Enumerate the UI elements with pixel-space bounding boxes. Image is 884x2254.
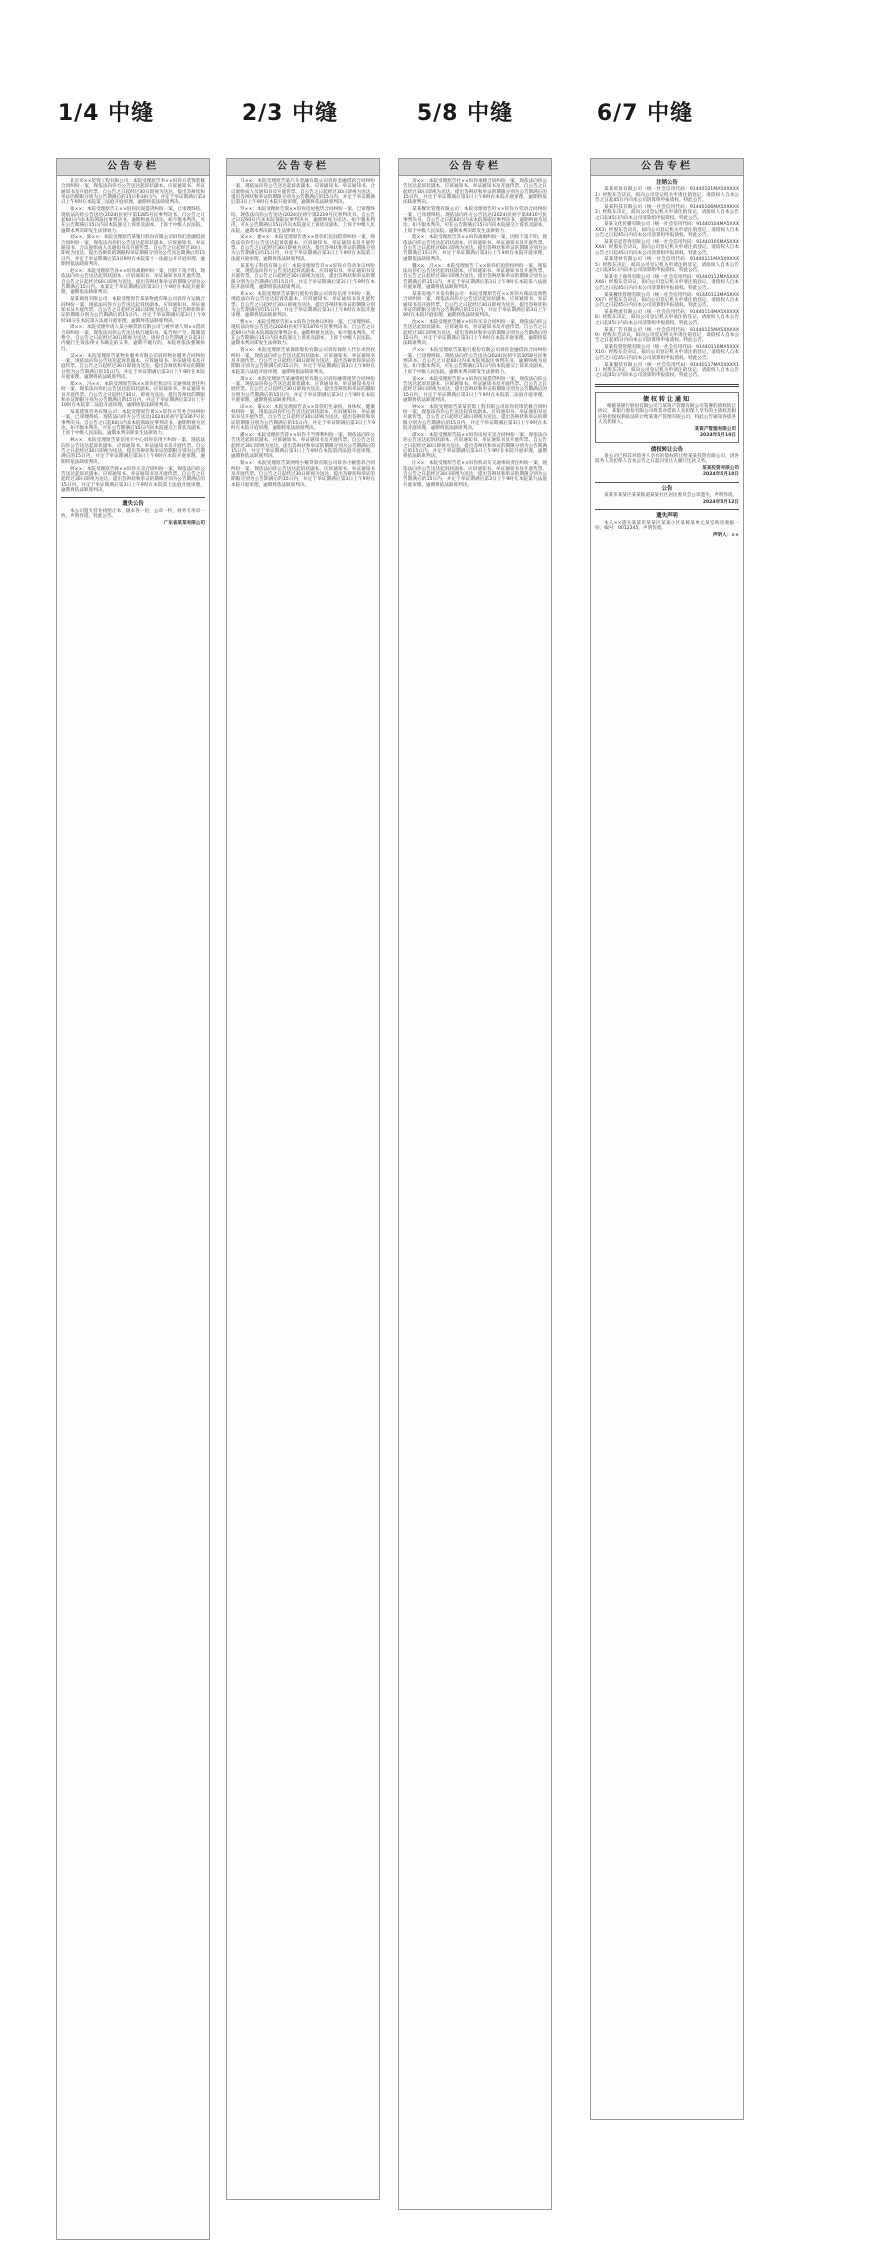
general-notice-date: 2024年5月12日 — [702, 500, 739, 505]
footer-notice-title: 遗失公告 — [122, 501, 144, 508]
notice-column-3 — [398, 158, 552, 2210]
notice-paragraph: 北京市××装饰工程有限公司：本院受理原告李××诉你方装饰装修合同纠纷一案，现依法向你方公告送达起诉状副本、应诉通知书、举证通知书及开庭传票。自公告之日起经过30日即视为送达。提出答辩状和举证的期限分别为公告期满后的15日和30日内，并定于举证期满后第3日上午9时在本院第三法庭开庭审理，逾期将依法缺席判决。 — [61, 179, 205, 206]
divider — [595, 384, 739, 387]
debt-transfer-2-date: 2024年5月10日 — [702, 472, 739, 478]
cancellation-notice: 某某电子商务有限公司（统一社会信用代码：91440112MA5XXXXX6）经股东会决议，拟向公司登记机关申请注销登记，请债权人自本公告之日起45日内向本公司清算组申报债权。特此公告。 — [595, 275, 739, 291]
column-body — [591, 176, 743, 542]
cancellation-notice: 某某餐饮管理有限公司（统一社会信用代码：91440113MA5XXXXX7）经股东会决议，拟向公司登记机关申请注销登记，请债权人自本公告之日起45日内向本公司清算组申报债权。特此公告。 — [595, 292, 739, 309]
column-header: 公告专栏 — [57, 159, 209, 176]
notice-column-2 — [226, 158, 380, 2200]
column-header: 公告专栏 — [227, 159, 379, 176]
notice-paragraph: 郑××、冯××：本院受理原告陈××诉你们机动车交通事故责任纠纷一案，现依法向你们公告送达起诉状副本、应诉通知书、举证通知书及开庭传票。自公告之日起经过30日，即视为送达。提出答辩状的期限和举证期限分别为公告期满后的15日内，并定于举证期满后第3日上午10时在本院第二法庭开庭审理，逾期将依法缺席判决。 — [61, 381, 205, 409]
footer-signature: 广东省某某有限公司 — [163, 520, 205, 526]
column-body — [227, 176, 379, 492]
footer-notice-text: 本公司遗失营业执照正本、副本各一份，公章一枚，财务专用章一枚，声明作废。特此公告。 — [61, 508, 205, 519]
notice-paragraph: 萧××：本院受理原告某融资租赁有限公司诉你融资租赁合同纠纷一案，现依法向你公告送达起诉状副本、应诉通知书、举证通知书及开庭传票。自公告之日起经过30日即视为送达。提出答辩状和举证的期限分别为公告期满后的15日内，并定于举证期满后第3日上午9时在本院开庭审理，逾期将依法缺席判决。 — [231, 376, 375, 403]
cancellation-notice: 某某建材有限公司（统一社会信用代码：91440111MA5XXXXX5）经股东决定，拟向公司登记机关申请注销登记，请债权人自本公告之日起45日内向本公司清算组申报债权。特此公告。 — [595, 257, 739, 274]
section-title-debt-transfer: 债权转让通知 — [642, 395, 691, 403]
notice-column-4 — [590, 158, 744, 2120]
column-body — [399, 176, 551, 492]
notice-paragraph: 某某房地产开发有限公司：本院受理原告任××诉你方商品房预售合同纠纷一案，现依法向你方公告送达起诉状副本、应诉通知书、举证通知书及开庭传票。自公告之日起经过30日即视为送达。提出答辩状和举证的期限分别为公告期满后的15日内，并定于举证期满后第3日上午9时在本院开庭审理，逾期将依法缺席判决。 — [403, 291, 547, 319]
column-title-2: 2/3 中缝 — [241, 101, 339, 126]
divider — [595, 482, 739, 483]
column-title-1: 1/4 中缝 — [57, 101, 155, 126]
cancellation-notice: 某某科技有限公司（统一社会信用代码：91440106MA5XXXXX2）经股东决定，拟向公司登记机关申请注销登记，请债权人自本公告之日起45日内向本公司清算组申报债权。特此公告。 — [595, 204, 739, 221]
notice-paragraph: 曾××：本院受理原告某保险股份有限公司诉你保险人代位求偿权纠纷一案，现依法向你公告送达起诉状副本、应诉通知书、举证通知书及开庭传票。自公告之日起经过30日即视为送达。提出答辩状和举证的期限分别为公告期满后的15日内，并定于举证期满后第3日上午9时在本院第六法庭开庭审理，逾期将依法缺席判决。 — [231, 348, 375, 375]
notice-paragraph: 卢××：本院受理原告某银行股份有限公司诉你金融借款合同纠纷一案，已审理终结。现依法向你公告送达(2024)民初字第3058号民事判决书。自公告之日起60日内来本院领取民事判决书，逾期则视为送达。如不服本判决，可在公告期满后15日内向本院递交上诉状及副本，上诉于中级人民法院。逾期本判决即发生法律效力。 — [403, 348, 547, 375]
loss-notice-signature: 声明人：×× — [712, 532, 739, 538]
notice-paragraph: 某某餐饮管理有限公司：本院受理原告叶××诉你方劳动合同纠纷一案，已审理终结。现依法向你方公告送达(2024)民初字第4410号民事判决书。自公告之日起60日内来本院领取民事判决书，逾期则视为送达。如不服本判决，可在公告期满后15日内向本院递交上诉状及副本，上诉于中级人民法院。逾期本判决即发生法律效力。 — [403, 207, 547, 234]
notice-paragraph: 魏××、吕××：本院受理原告丁××诉你们追偿权纠纷一案，现依法向你们公告送达起诉状副本、应诉通知书、举证通知书及开庭传票。自公告之日起经过30日即视为送达。提出答辩状和举证的期限分别为公告期满后的15日内，并定于举证期满后第3日上午9时在本院第八法庭开庭审理，逾期将依法缺席判决。 — [403, 263, 547, 291]
column-header: 公告专栏 — [591, 159, 743, 176]
notice-paragraph: 姜××：本院受理原告崔××诉你民间借贷纠纷一案，现依法向你公告送达起诉状副本、应诉通知书、举证通知书及开庭传票。自公告之日起经过30日即视为送达。提出答辩状和举证的期限分别为公告期满后的15日内，并定于举证期满后第3日上午9时在本院第二法庭开庭审理，逾期将依法缺席判决。 — [403, 376, 547, 403]
notice-paragraph: 谭××：本院受理原告陆××诉你房屋买卖合同纠纷一案，现依法向你公告送达起诉状副本、应诉通知书、举证通知书及开庭传票。自公告之日起经过30日即视为送达。提出答辩状和举证的期限分别为公告期满后的15日内，并定于举证期满后第3日上午9时在本院开庭审理，逾期将依法缺席判决。 — [403, 432, 547, 460]
notice-paragraph: 蔡××：本院受理原告某网络小额贷款有限公司诉你小额借款合同纠纷一案，现依法向你公告送达起诉状副本、应诉通知书、举证通知书及开庭传票。自公告之日起经过30日即视为送达。提出答辩状和举证的期限分别为公告期满后的15日内，并定于举证期满后第3日上午9时在本院开庭审理，逾期将依法缺席判决。 — [231, 461, 375, 488]
notice-paragraph: 曹××：本院受理原告彭××诉你合伙协议纠纷一案，已审理终结。现依法向你公告送达(2024)民初字第1876号民事判决书。自公告之日起60日内来本院领取民事判决书，逾期则视为送达。如不服本判决，可在公告期满后15日内向本院递交上诉状及副本，上诉于中级人民法院。逾期本判决即发生法律效力。 — [231, 320, 375, 347]
notice-column-1 — [56, 158, 210, 2240]
notice-paragraph: 潘××：本院受理原告蒋××诉你不当得利纠纷一案，现依法向你公告送达起诉状副本、应诉通知书、举证通知书及开庭传票。自公告之日起经过30日即视为送达。提出答辩状和举证的期限分别为公告期满后的15日内，并定于举证期满后第3日上午9时在本院第四法庭开庭审理，逾期将依法缺席判决。 — [231, 432, 375, 460]
column-title-4: 6/7 中缝 — [596, 101, 694, 126]
notice-paragraph: 邓××：本院受理原告某银行股份有限公司诉你信用卡纠纷一案，现依法向你公告送达起诉状副本、应诉通知书、举证通知书及开庭传票。自公告之日起经过30日即视为送达。提出答辩状和举证的期限分别为公告期满后的15日内，并定于举证期满后第3日上午9时在本院开庭审理，逾期将依法缺席判决。 — [231, 291, 375, 319]
section-title-general: 公告 — [661, 485, 673, 492]
notice-paragraph: 赵××：本院受理原告孙××诉你离婚纠纷一案，因你下落不明，现依法向你公告送达起诉状副本、应诉通知书、举证通知书及开庭传票。自公告之日起经过60日即视为送达。提出答辩状和举证的期限分别为公告期满后15日内。本案定于举证期满后的第3日上午9时在本院开庭审理，逾期依法缺席判决。 — [61, 269, 205, 296]
debt-transfer-date: 2024年5月10日 — [699, 433, 736, 439]
notice-paragraph: 宋××、谢××：本院受理原告唐××诉你们民间借贷纠纷一案，现依法向你们公告送达起诉状副本、应诉通知书、举证通知书及开庭传票。自公告之日起经过30日即视为送达。提出答辩状和举证的期限分别为公告期满后的15日内，并定于举证期满后第3日上午9时在本院第三法庭开庭审理，逾期将依法缺席判决。 — [231, 235, 375, 262]
debt-transfer-2-text: 某公司已将其对债务人享有的债权转让给某某投资有限公司，请各债务人及担保人自本公告之日起向受让人履行还款义务。 — [595, 453, 739, 465]
notice-paragraph: 林××：本院受理原告某信用卡中心诉你信用卡纠纷一案，现依法向你公告送达起诉状副本、应诉通知书、举证通知书及开庭传票。自公告之日起经过30日即视为送达。提出答辩状和举证的期限分别为公告期满后的15日内，并定于举证期满后第3日上午9时在本院开庭审理，逾期将依法缺席判决。 — [61, 438, 205, 465]
notice-paragraph: 罗××：本院受理原告梁××诉你房屋租赁合同纠纷一案，已审理终结。现依法向你公告送达(2024)民初字第2219号民事判决书。自公告之日起60日内来本院领取民事判决书，逾期则视为送达。如不服本判决，可在公告期满后15日内向本院递交上诉状及副本，上诉于中级人民法院。逾期本判决即发生法律效力。 — [231, 207, 375, 234]
debt-transfer-notice-box — [595, 392, 739, 443]
notice-paragraph: 周××：本院受理申请人某小额贷款有限公司与被申请人周××借款合同纠纷一案，现依法向你公告送达执行通知书、报告财产令、限制消费令。自公告之日起经过30日即视为送达。请你自公告期满之日起3日内履行生效法律文书确定的义务，逾期不履行的，本院将依法强制执行。 — [61, 325, 205, 352]
notice-paragraph: 马××：本院受理原告某汽车金融有限公司诉你金融借款合同纠纷一案，现依法向你公告送达起诉状副本、应诉通知书、举证通知书、合议庭组成人员通知书及开庭传票。自公告之日起经过30日即视为送达。提出答辩状和举证的期限分别为公告期满后的15日内，并定于举证期满后第3日上午9时在本院开庭审理，逾期将依法缺席判决。 — [231, 179, 375, 206]
notice-paragraph: 张××：本院受理原告王××诉你民间借贷纠纷一案，已审理终结。现依法向你公告送达(2024)民初字第1285号民事判决书。自公告之日起60日内来本院领取民事判决书，逾期则视为送达。如不服本判决，可在公告期满后15日内向本院递交上诉状及副本，上诉于中级人民法院。逾期本判决即发生法律效力。 — [61, 207, 205, 234]
section-title-debt-transfer-2: 债权转让公告 — [650, 446, 684, 453]
cancellation-notice: 某某文化传播有限公司（统一社会信用代码：91440104MA5XXXXX3）经股东会决议，拟向公司登记机关申请注销登记，请债权人自本公告之日起45日内向本公司清算组申报债权。特此公告。 — [595, 222, 739, 239]
section-title-loss: 遗失声明 — [656, 513, 678, 520]
notice-paragraph: 沈××：本院受理原告姚××诉你买卖合同纠纷一案，现依法向你公告送达起诉状副本、应诉通知书、举证通知书及开庭传票。自公告之日起经过30日即视为送达。提出答辩状和举证的期限分别为公告期满后的15日内，并定于举证期满后第3日上午9时在本院开庭审理，逾期将依法缺席判决。 — [403, 320, 547, 347]
column-header: 公告专栏 — [399, 159, 551, 176]
notice-paragraph: 余××：本院受理原告杜××诉你承揽合同纠纷一案，现依法向你公告送达起诉状副本、应诉通知书、举证通知书及开庭传票。自公告之日起经过30日即视为送达。提出答辩状和举证的期限分别为公告期满后的15日内，并定于举证期满后第3日上午9时在本院开庭审理，逾期将依法缺席判决。 — [403, 179, 547, 206]
cancellation-notice: 某某广告有限公司（统一社会信用代码：91440115MA5XXXXX9）经股东会决议，拟向公司登记机关申请注销登记，请债权人自本公告之日起45日内向本公司清算组申报债权。特此公告。 — [595, 327, 739, 344]
column-body — [57, 176, 209, 530]
cancellation-notice: 某某信息咨询有限公司（统一社会信用代码：91440105MA5XXXXX4）经股东会决议，拟向公司登记机关申请注销登记，请债权人自本公告之日起45日内向本公司清算组申报债权。特此公告。 — [595, 239, 739, 256]
notice-paragraph: 某某商贸有限公司：本院受理原告某某物流有限公司诉你方运输合同纠纷一案，现依法向你方公告送达起诉状副本、应诉通知书、举证通知书及开庭传票。自公告之日起经过30日即视为送达。提出答辩状和举证的期限分别为公告期满后的15日内。并定于举证期满后第3日上午9时30分在本院第五法庭开庭审理，逾期将依法缺席判决。 — [61, 297, 205, 324]
section-title-cancellation: 注销公告 — [656, 180, 678, 186]
divider — [61, 497, 205, 498]
cancellation-notice: 某某物流有限公司（统一社会信用代码：91440114MA5XXXXX8）经股东决定，拟向公司登记机关申请注销登记，请债权人自本公告之日起45日内向本公司清算组申报债权。特此公告。 — [595, 310, 739, 326]
loss-notice-text: 本人××遗失某某市某某区某某小区某栋某单元某室购房收据一份，编号：0012345，声明作废。 — [595, 520, 739, 532]
debt-transfer-text: 根据某银行股份有限公司与某资产管理有限公司签署的债权转让协议，某银行股份有限公司将其对借款人及担保人享有的主债权及相应的担保权利依法转让给某资产管理有限公司，特此公告通知各债务人及担保人。 — [598, 404, 736, 426]
debt-transfer-signature: 某资产管理有限公司 — [694, 426, 736, 432]
notice-paragraph: 某某建筑劳务有限公司：本院受理原告黄××诉你方劳务合同纠纷一案，已审理终结。现依法向你方公告送达(2024)民初字第3367号民事判决书。自公告之日起60日内来本院领取民事判决书，逾期则视为送达。如不服本判决，可在公告期满后15日内向本院递交上诉状及副本，上诉于中级人民法院。逾期本判决即发生法律效力。 — [61, 410, 205, 437]
cancellation-notice: 某某服装有限公司（统一社会信用代码：91440117MA5XXXX11）经股东决定，拟向公司登记机关申请注销登记，请债权人自本公告之日起45日内向本公司清算组申报债权。特此公告。 — [595, 362, 739, 379]
column-title-3: 5/8 中缝 — [416, 101, 514, 126]
general-notice-text: 某某市某某区某某街道某某社区居民委员会公章遗失，声明作废。 — [604, 493, 738, 499]
notice-paragraph: 何××：本院受理原告韩××诉你买卖合同纠纷一案，现依法向你公告送达起诉状副本、应诉通知书、举证通知书及开庭传票。自公告之日起经过30日即视为送达。提出答辩状和举证的期限分别为公告期满后的15日内，并定于举证期满后第3日上午9时在本院第七法庭开庭审理，逾期将依法缺席判决。 — [61, 466, 205, 493]
notice-paragraph: 钟××：本院受理原告某某装饰工程有限公司诉你装饰装修合同纠纷一案，现依法向你公告送达起诉状副本、应诉通知书、举证通知书及开庭传票。自公告之日起经过30日即视为送达。提出答辩状和举证的期限分别为公告期满后的15日内，并定于举证期满后第3日上午9时在本院开庭审理，逾期将依法缺席判决。 — [403, 404, 547, 432]
notice-paragraph: 吴××：本院受理原告某物业服务有限公司诉你物业服务合同纠纷一案，现依法向你公告送达起诉状副本、应诉通知书、举证通知书及开庭传票。自公告之日起经过30日即视为送达。提出答辩状和举证的期限分别为公告期满后的15日内，并定于举证期满后第3日上午9时在本院开庭审理，逾期将依法缺席判决。 — [61, 353, 205, 381]
cancellation-notice: 某某投资管理有限公司（统一社会信用代码：91440116MA5XXXX10）经股东会决议，拟向公司登记机关申请注销登记，请债权人自本公告之日起45日内向本公司清算组申报债权。特此公告。 — [595, 345, 739, 361]
divider — [595, 509, 739, 510]
notice-paragraph: 某某电子科技有限公司：本院受理原告许××诉你方劳动争议纠纷一案，现依法向你方公告送达起诉状副本、应诉通知书、举证通知书及开庭传票。自公告之日起经过30日即视为送达。提出答辩状和举证的期限分别为公告期满后的15日内，并定于举证期满后第3日上午9时在本院开庭审理，逾期将依法缺席判决。 — [231, 263, 375, 291]
notice-paragraph: 程××：本院受理原告苏××诉你离婚纠纷一案，因你下落不明，现依法向你公告送达起诉状副本、应诉通知书、举证通知书及开庭传票。自公告之日起经过60日即视为送达。提出答辩状和举证的期限分别为公告期满后15日内，并定于举证期满后第3日上午9时在本院开庭审理，逾期依法缺席判决。 — [403, 235, 547, 262]
debt-transfer-2-signature: 某某投资有限公司 — [702, 466, 739, 472]
notice-paragraph: 刘××、陈××：本院受理原告某银行股份有限公司诉你们金融借款合同纠纷一案，现依法向你们公告送达起诉状副本、应诉通知书、举证通知书、合议庭组成人员通知书及开庭传票。自公告之日起经过30日，即视为送达。提出答辩状的期限和举证期限分别为公告送达期满后的15日内，并定于举证期满后第3日9时在本院第十一法庭公开开庭审理，逾期将依法缺席判决。 — [61, 235, 205, 268]
notice-paragraph: 田××、董××：本院受理原告袁××诉你们生命权、身体权、健康权纠纷一案，现依法向你们公告送达起诉状副本、应诉通知书、举证通知书及开庭传票。自公告之日起经过30日即视为送达。提出答辩状和举证的期限分别为公告期满后的15日内，并定于举证期满后第3日上午9时在本院开庭审理，逾期将依法缺席判决。 — [231, 404, 375, 432]
notice-paragraph: 汪××：本院受理原告范××诉你机动车交通事故责任纠纷一案，现依法向你公告送达起诉状副本、应诉通知书、举证通知书及开庭传票。自公告之日起经过30日即视为送达。提出答辩状和举证的期限分别为公告期满后的15日内，并定于举证期满后第3日上午9时在本院第九法庭开庭审理，逾期将依法缺席判决。 — [403, 461, 547, 488]
cancellation-notice: 某某贸易有限公司（统一社会信用代码：91440101MA5XXXXX1）经股东会决议，拟向公司登记机关申请注销登记，请债权人自本公告之日起45日内向本公司清算组申报债权。特此公告。 — [595, 187, 739, 204]
